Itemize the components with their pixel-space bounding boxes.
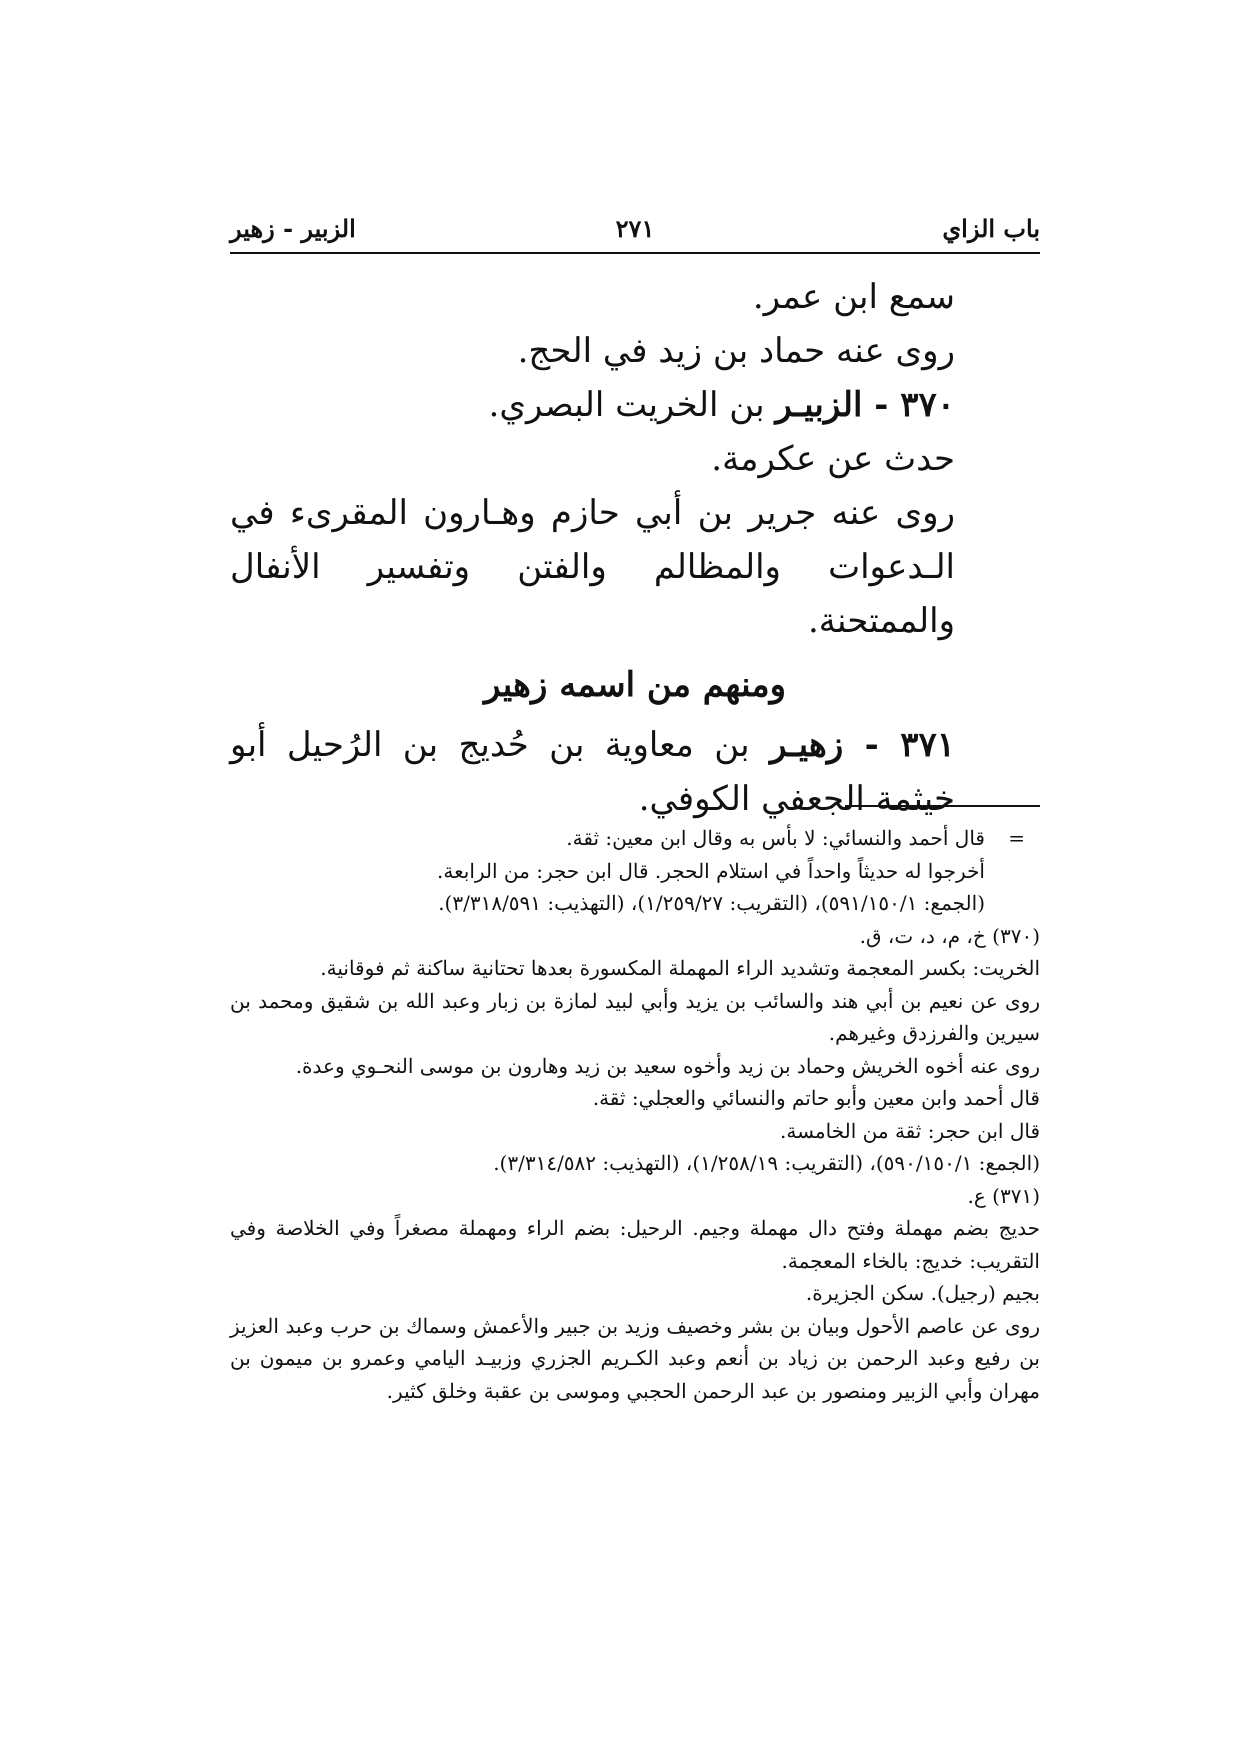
entry-number: ٣٧١ - [843, 725, 955, 765]
entry-name: الزبيـر [775, 385, 863, 425]
footnote-line: قال أحمد وابن معين وأبو حاتم والنسائي والعجلي: ثقة. [592, 1086, 1040, 1110]
footnote-line: (الجمع: ٥٩١/١٥٠/١)، (التقريب: ١/٢٥٩/٢٧)، (التهذيب: ٣/٣١٨/٥٩١). [438, 891, 985, 915]
footnote-line: روى عن نعيم بن أبي هند والسائب بن يزيد وأبي لبيد لمازة بن زبار وعبد الله بن شقيق ومحمد بن سيرين والفرزدق وغيرهم. [230, 988, 1040, 1045]
section-heading: ومنهم من اسمه زهير [484, 665, 786, 705]
footnote-line: قال ابن حجر: ثقة من الخامسة. [780, 1118, 1040, 1143]
main-text [230, 270, 1040, 826]
chapter-title: باب الزاي [942, 214, 1040, 243]
page-number: ٢٧١ [615, 214, 655, 243]
footnote-line: = قال أحمد والنسائي: لا بأس به وقال ابن معين: ثقة. [230, 822, 1040, 855]
footnote-line: حديج بضم مهملة وفتح دال مهملة وجيم. الرحيل: بضم الراء ومهملة مصغراً وفي الخلاصة وفي التقريب: خديج: بالخاء المعجمة. [230, 1216, 1040, 1273]
continuation-mark: = [1008, 826, 1025, 850]
footnote-line: روى عن عاصم الأحول وبيان بن بشر وخصيف وزيد بن جبير والأعمش وسماك بن حرب وعبد العزيز بن رفيع وعبد الرحمن بن زياد بن أنعم وعبد الكـريم الجزري وزبيـد اليامي وعمرو بن ميمون بن مهران وأبي الزبير ومنصور بن عبد الرحمن الحجبي وموسى بن عقبة وخلق كثير. [230, 1313, 1040, 1403]
text-line: حدث عن عكرمة. [711, 439, 955, 479]
entry-number: ٣٧٠ - [862, 385, 955, 425]
entry-lineage: بن الخريت البصري. [488, 385, 776, 425]
entry-lineage: بن معاوية بن حُديج بن الرُحيل أبو خيثمة الجعفي الكوفي. [230, 725, 955, 819]
footnote-line: روى عنه أخوه الخريش وحماد بن زيد وأخوه سعيد بن زيد وهارون بن موسى النحـوي وعدة. [295, 1053, 1040, 1078]
entry-name: زهيـر [769, 725, 844, 765]
footnote-line: (الجمع: ٥٩٠/١٥٠/١)، (التقريب: ١/٢٥٨/١٩)، (التهذيب: ٣/٣١٤/٥٨٢). [493, 1151, 1040, 1175]
footnote-line: بجيم (رجيل). سكن الجزيرة. [805, 1281, 1040, 1305]
text-line: روى عنه حماد بن زيد في الحج. [517, 331, 955, 371]
footnote-ref-370: (٣٧٠) خ، م، د، ت، ق. [859, 923, 1040, 948]
text-paragraph: روى عنه جرير بن أبي حازم وهـارون المقرىء في الـدعوات والمظالم والفتن وتفسير الأنفال والممتحنة. [230, 493, 955, 641]
entry-371 [230, 718, 1040, 826]
section-range-title: الزبير - زهير [230, 214, 356, 243]
running-header [230, 212, 1040, 254]
footnote-ref-371: (٣٧١) ع. [967, 1183, 1040, 1208]
footnote-line: الخريت: بكسر المعجمة وتشديد الراء المهملة المكسورة بعدها تحتانية ساكنة ثم فوقانية. [320, 956, 1040, 980]
text-line: سمع ابن عمر. [752, 277, 955, 317]
footnote-line: أخرجوا له حديثاً واحداً في استلام الحجر. قال ابن حجر: من الرابعة. [437, 858, 985, 883]
footnote-divider [845, 805, 1040, 807]
footnotes [230, 822, 1040, 1407]
entry-370 [230, 378, 1040, 432]
